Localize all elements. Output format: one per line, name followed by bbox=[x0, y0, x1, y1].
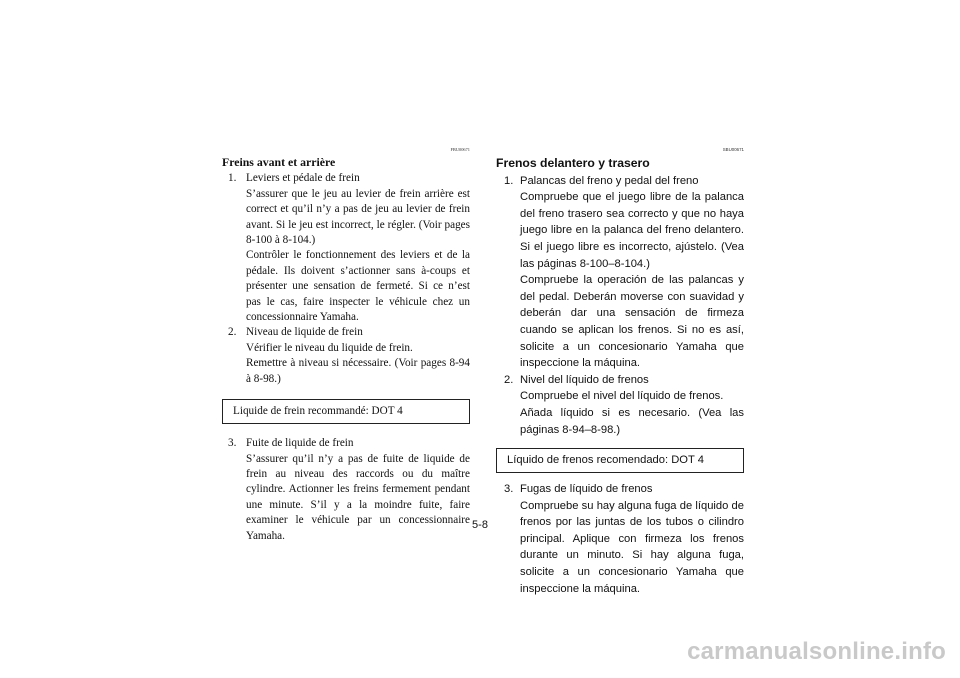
item-title: Fugas de líquido de frenos bbox=[520, 483, 653, 496]
list-item bbox=[496, 173, 744, 372]
recommendation-box: Liquide de frein recommandé: DOT 4 bbox=[222, 399, 470, 424]
french-column bbox=[222, 147, 470, 544]
item-paragraph: S’assurer qu’il n’y a pas de fuite de liquide de frein au niveau des raccords ou du maître cylindre. Actionner les freins fermement pendant une minute. S’il y a la moindre fuite, faire examiner le véhicule par un concessionnaire Yamaha. bbox=[246, 452, 470, 542]
list-item bbox=[496, 372, 744, 438]
watermark: carmanualsonline.info bbox=[687, 638, 946, 665]
item-number: 3. bbox=[228, 437, 237, 450]
item-title: Palancas del freno y pedal del freno bbox=[520, 174, 699, 187]
item-paragraph: Compruebe que el juego libre de la palanca del freno trasero sea correcto y que no haya juego libre en la palanca del freno delantero. Si el juego libre es incorrecto, ajústelo. (Vea las páginas 8-100–8-104.) bbox=[520, 191, 744, 270]
list-item bbox=[222, 171, 470, 325]
item-number: 2. bbox=[504, 373, 514, 386]
list-item bbox=[222, 325, 470, 387]
section-code: SBU00671 bbox=[722, 147, 744, 152]
section-heading: Freins avant et arrière bbox=[222, 155, 336, 169]
list-item bbox=[496, 481, 744, 597]
item-paragraph: Compruebe su hay alguna fuga de líquido de frenos por las juntas de los tubos o cilindro principal. Aplique con firmeza los frenos durante un minuto. Si hay alguna fuga, solicite a un concesionario Yamaha que inspeccione la máquina. bbox=[520, 499, 744, 595]
item-number: 1. bbox=[504, 174, 514, 187]
item-title: Fuite de liquide de frein bbox=[246, 437, 354, 450]
item-paragraph: S’assurer que le jeu au levier de frein arrière est correct et qu’il n’y a pas de jeu au levier de frein avant. Si le jeu est incorrect, le régler. (Voir pages 8-100 à 8-104.) bbox=[246, 187, 470, 247]
item-paragraph: Compruebe la operación de las palancas y del pedal. Deberán moverse con suavidad y deberán dar una sensación de firmeza cuando se aplican los frenos. Si no es así, solicite a un concesionario Yamaha que inspeccione la máquina. bbox=[520, 274, 744, 370]
item-title: Nivel del líquido de frenos bbox=[520, 373, 649, 386]
item-paragraph: Añada líquido si es necesario. (Vea las páginas 8-94–8-98.) bbox=[520, 406, 744, 436]
section-code: FBU00671 bbox=[450, 147, 470, 152]
page-number: 5-8 bbox=[472, 519, 488, 531]
item-number: 3. bbox=[504, 483, 514, 496]
item-paragraph: Contrôler le fonctionnement des leviers et de la pédale. Ils doivent s’actionner sans à-coups et présenter une sensation de fermeté. Si ce n’est pas le cas, faire inspecter le véhicule chez un concessionnaire Yamaha. bbox=[246, 249, 470, 324]
recommendation-box: Líquido de frenos recomendado: DOT 4 bbox=[496, 448, 744, 473]
item-number: 2. bbox=[228, 326, 237, 339]
item-title: Niveau de liquide de frein bbox=[246, 326, 363, 339]
item-paragraph: Compruebe el nivel del líquido de frenos. bbox=[520, 390, 724, 403]
item-paragraph: Vérifier le niveau du liquide de frein. bbox=[246, 341, 413, 354]
section-heading: Frenos delantero y trasero bbox=[496, 156, 650, 170]
item-paragraph: Remettre à niveau si nécessaire. (Voir pages 8-94 à 8-98.) bbox=[246, 357, 470, 385]
item-title: Leviers et pédale de frein bbox=[246, 172, 360, 185]
item-number: 1. bbox=[228, 172, 237, 185]
